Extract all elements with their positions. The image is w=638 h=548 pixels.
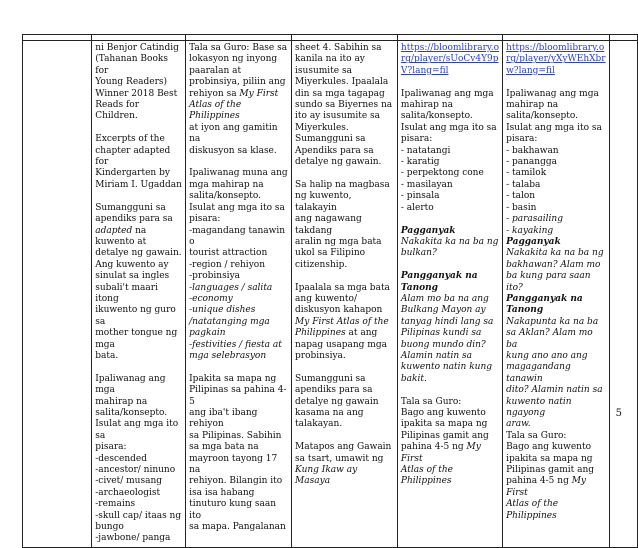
text-line: - natatangi xyxy=(400,145,451,156)
text-line: Bago ang kuwento xyxy=(506,442,592,453)
text-line: Young Readers) xyxy=(95,77,168,88)
text-line: Ipaliwanag muna ang xyxy=(189,168,288,179)
text-line: napag usapang mga xyxy=(295,339,387,350)
text-line: mahirap na xyxy=(95,396,148,407)
text-line: araw. xyxy=(506,419,531,430)
text-line: Atlas of the Philippines xyxy=(506,499,561,521)
text-line: Sumangguni sa xyxy=(295,134,366,145)
text-line: Isulat ang mga ito sa xyxy=(400,122,497,133)
text-line xyxy=(401,385,499,396)
cell-activity xyxy=(292,41,398,548)
text-line: - panangga xyxy=(506,157,557,168)
text-line: - basin xyxy=(506,202,537,213)
text-line: ang nagawang takdang xyxy=(295,214,365,236)
text-line: magagandang tanawin xyxy=(506,362,574,384)
text-line: -languages / salita xyxy=(189,282,273,293)
text-line: Sumangguni sa xyxy=(95,202,166,213)
text-line: sinulat sa ingles xyxy=(95,271,170,282)
text-line: Pangganyak na xyxy=(506,293,583,304)
text-line xyxy=(401,260,499,271)
text-line: apendiks para sa xyxy=(95,214,173,225)
text-line: - talaba xyxy=(506,179,541,190)
text-line: sheet 4. Sabihin sa xyxy=(295,43,382,53)
text-line: pagkain xyxy=(189,328,226,339)
text-line: Miriam I. Ugaddan xyxy=(95,179,182,190)
text-line: at iyon ang gamitin na xyxy=(189,122,281,145)
text-line xyxy=(401,77,499,88)
text-line: isusumite sa xyxy=(295,65,352,76)
text-line: pahina 4-5 ng My First xyxy=(506,476,589,498)
text-line: - karatig xyxy=(400,157,440,168)
text-line: Nakakita ka na ba ng xyxy=(400,236,499,247)
text-line: diskusyon sa klase. xyxy=(189,145,277,156)
text-line: tanyag hindi lang sa xyxy=(400,316,494,327)
text-line: Matapos ang Gawain xyxy=(295,442,392,453)
text-line xyxy=(95,191,182,202)
text-line: detalye ng gawain. xyxy=(95,248,182,259)
text-line: -civet/ musang xyxy=(95,476,163,487)
text-line: pisara: xyxy=(189,214,221,225)
text-line: salita/konsepto. xyxy=(189,191,261,202)
text-line: Kung Ikaw ay Masaya xyxy=(295,465,361,487)
text-line: buong mundo din? xyxy=(400,339,486,350)
text-line: Sa halip na magbasa xyxy=(295,179,390,190)
text-line: Isulat ang mga ito sa xyxy=(506,122,602,133)
text-line: din sa mga tagapag xyxy=(295,88,385,99)
text-line: ukol sa Filipino xyxy=(295,248,366,259)
text-line: adapted na kuwento at xyxy=(95,225,150,247)
text-line: Pilipinas gamit ang xyxy=(400,430,489,441)
text-line: - talon xyxy=(506,191,536,202)
text-line: Nakakita ka na ba ng xyxy=(506,248,604,259)
text-line: ikuwento ng guro sa xyxy=(95,305,179,327)
text-line: citizenship. xyxy=(295,259,348,270)
text-line: -economy xyxy=(189,293,233,304)
text-line xyxy=(189,362,288,373)
text-line: mga selebrasyon xyxy=(189,350,267,361)
text-line: Isulat ang mga ito sa xyxy=(189,202,285,213)
text-line: Ipaliwanag ang mga xyxy=(506,88,599,99)
text-line: (Tahanan Books for xyxy=(95,54,171,76)
text-line: mother tongue ng mga xyxy=(95,328,181,350)
text-line: Kindergarten by xyxy=(95,168,170,179)
text-line: bulkan? xyxy=(400,248,437,259)
text-line: -descended xyxy=(95,453,148,464)
text-line: - parasailing xyxy=(506,214,563,225)
text-line: kuwento natin kung xyxy=(400,362,493,373)
text-line: Tala sa Guro: Base sa xyxy=(189,43,288,53)
empty-cell-left xyxy=(23,41,92,548)
text-line: Miyerkules. Ipaalala xyxy=(295,77,389,88)
text-line xyxy=(189,157,288,168)
text-line: probinsiya. xyxy=(295,350,346,361)
text-line: sa Aklan? Alam mo ba xyxy=(506,328,596,350)
text-line: aralin ng mga bata xyxy=(295,236,382,247)
text-line: salita/konsepto. xyxy=(400,111,473,122)
text-line: Pagganyak xyxy=(400,225,456,236)
text-line: -remains xyxy=(95,499,136,510)
text-line[interactable]: https://bloomlibrary.o xyxy=(400,43,500,53)
text-line: Atlas of the Philippines xyxy=(400,465,456,487)
text-line: - tamilok xyxy=(506,168,547,179)
text-line: My First Atlas of the xyxy=(295,316,389,327)
text-line: Bulkang Mayon ay xyxy=(400,305,486,316)
text-line: Sumangguni sa xyxy=(295,373,366,384)
cell-story-info xyxy=(92,41,186,548)
text-line: pahina 4-5 ng My First xyxy=(400,442,484,464)
text-line: bungo xyxy=(95,522,124,533)
text-line: bakit. xyxy=(400,373,427,384)
text-line xyxy=(295,431,394,442)
text-line: pisara: xyxy=(400,134,433,145)
text-line: detalye ng gawain. xyxy=(295,157,382,168)
text-line: rehiyon sa My First xyxy=(189,88,279,99)
text-line xyxy=(95,123,182,134)
empty-cell-right xyxy=(609,41,637,548)
text-line: Apendiks para sa xyxy=(295,145,374,156)
text-line: ipakita sa mapa ng xyxy=(506,453,593,464)
table-body-row xyxy=(23,41,638,548)
text-line: kanila na ito ay xyxy=(295,54,365,65)
text-line: Tala sa Guro: xyxy=(506,430,567,441)
text-line: - masilayan xyxy=(400,179,453,190)
text-line: Ipaalala sa mga bata xyxy=(295,282,390,293)
text-line: Pangganyak na xyxy=(400,271,478,282)
cell-aklan-story xyxy=(503,41,610,548)
text-line: ng kuwento, talakayin xyxy=(295,191,355,213)
text-line: kasama na ang xyxy=(295,408,364,418)
text-line: -ancestor/ ninuno xyxy=(95,465,176,476)
text-line: bakhawan? Alam mo xyxy=(506,259,601,270)
text-line: sa mapa. Pangalanan xyxy=(189,522,286,533)
text-line: Reads for Children. xyxy=(95,100,142,122)
text-line: mayroon tayong 17 na xyxy=(189,453,281,476)
text-line: detalye ng gawain xyxy=(295,396,379,407)
text-line: pisara: xyxy=(506,134,538,145)
text-line: apendiks para sa xyxy=(295,385,373,396)
text-line: Tala sa Guro: xyxy=(400,396,462,407)
text-line: ang iba't ibang rehiyon xyxy=(189,408,261,430)
text-line: bata. xyxy=(95,350,119,361)
text-line: kung ano ano ang xyxy=(506,350,588,361)
text-line: lokasyon ng inyong xyxy=(189,54,278,65)
text-line: dito? Alamin natin sa xyxy=(506,385,603,396)
text-line: -magandang tanawin o xyxy=(189,225,288,247)
text-line: Tanong xyxy=(400,282,438,293)
lesson-table xyxy=(22,34,638,548)
text-line: Isulat ang mga ito sa xyxy=(95,419,182,441)
cell-mayon-story xyxy=(397,41,502,548)
text-line: mahirap na xyxy=(506,100,559,111)
text-line: Pilipinas sa pahina 4-5 xyxy=(189,385,287,407)
text-line: -probinsiya xyxy=(189,271,241,282)
text-line: tinuturo kung saan ito xyxy=(189,499,279,521)
text-line: diskusyon kahapon xyxy=(295,305,383,316)
text-line xyxy=(295,168,394,179)
text-line: talakayan. xyxy=(295,419,343,430)
text-line xyxy=(401,214,499,225)
text-line: subali't maari itong xyxy=(95,282,161,304)
text-line: -archaeologist xyxy=(95,487,161,498)
text-line: Winner 2018 Best xyxy=(95,88,178,99)
text-line: chapter adapted for xyxy=(95,145,174,168)
text-line: Alam mo ba na ang xyxy=(400,293,489,304)
text-line: ni Benjor Catindig xyxy=(95,43,179,53)
text-line: probinsiya, piliin ang xyxy=(189,77,286,88)
text-line: Miyerkules. xyxy=(295,122,349,133)
text-line: Ipaliwanag ang mga xyxy=(400,88,494,99)
text-line: mga mahirap na xyxy=(189,179,264,190)
text-line: Excerpts of the xyxy=(95,134,165,145)
text-line xyxy=(295,271,394,282)
text-line xyxy=(295,362,394,373)
text-line[interactable]: rg/player/yXyWEhXbr xyxy=(506,54,606,65)
text-line: Atlas of the Philippines xyxy=(189,100,245,122)
text-line: Tanong xyxy=(506,305,544,316)
text-line[interactable]: rg/player/sUoCv4Y9p xyxy=(400,54,499,65)
text-line: -jawbone/ panga xyxy=(95,533,171,544)
text-line: mahirap na xyxy=(400,100,453,111)
text-line: ang kuwento/ xyxy=(295,293,357,304)
text-line: -unique dishes xyxy=(189,305,256,316)
text-line: kuwento natin ngayong xyxy=(506,396,575,418)
text-line: salita/konsepto. xyxy=(95,408,168,418)
text-line: Nakapunta ka na ba xyxy=(506,316,599,327)
text-line: Pilipinas gamit ang xyxy=(506,465,595,476)
text-line: sa tsart, umawit ng xyxy=(295,453,384,464)
text-line: isa isa habang xyxy=(189,487,255,498)
text-line: paaralan at xyxy=(189,65,242,76)
text-line: -skull cap/ itaas ng xyxy=(95,510,182,521)
text-line: -festivities / fiesta at xyxy=(189,339,282,350)
text-line: rehiyon. Bilangin ito xyxy=(189,476,283,487)
text-line xyxy=(506,77,606,88)
page-number: 5 xyxy=(615,408,622,419)
text-line: /natatanging mga xyxy=(189,316,270,327)
text-line: Ipakita sa mapa ng xyxy=(189,373,277,384)
text-line: - perpektong cone xyxy=(400,168,484,179)
text-line[interactable]: w?lang=fil xyxy=(506,65,555,76)
text-line: - kayaking xyxy=(506,225,554,236)
text-line: Ang kuwento ay xyxy=(95,259,169,270)
text-line: -region / rehiyon xyxy=(189,259,265,270)
text-line: Ipaliwanag ang mga xyxy=(95,373,169,396)
text-line: - alerto xyxy=(400,202,434,213)
text-line: ipakita sa mapa ng xyxy=(400,419,488,430)
text-line: ito ay isusumite sa xyxy=(295,111,381,122)
text-line: sa Pilipinas. Sabihin xyxy=(189,430,282,441)
text-line[interactable]: https://bloomlibrary.o xyxy=(506,43,605,53)
text-line: - pinsala xyxy=(400,191,440,202)
text-line: salita/konsepto. xyxy=(506,111,578,122)
text-line: sa mga bata na xyxy=(189,442,259,453)
text-line: Philippines at ang xyxy=(295,328,378,339)
text-line: Bago ang kuwento xyxy=(400,408,486,418)
text-line: - bakhawan xyxy=(506,145,559,156)
text-line: Pagganyak xyxy=(506,236,561,247)
text-line: Pilipinas kundi sa xyxy=(400,328,482,339)
text-line: ba kung para saan ito? xyxy=(506,271,594,293)
text-line: Alamin natin sa xyxy=(400,350,473,361)
text-line: tourist attraction xyxy=(189,248,268,259)
text-line[interactable]: V?lang=fil xyxy=(400,65,449,76)
cell-teacher-note xyxy=(186,41,292,548)
text-line: pisara: xyxy=(95,442,127,453)
text-line xyxy=(95,362,182,373)
text-line: sundo sa Biyernes na xyxy=(295,100,393,111)
